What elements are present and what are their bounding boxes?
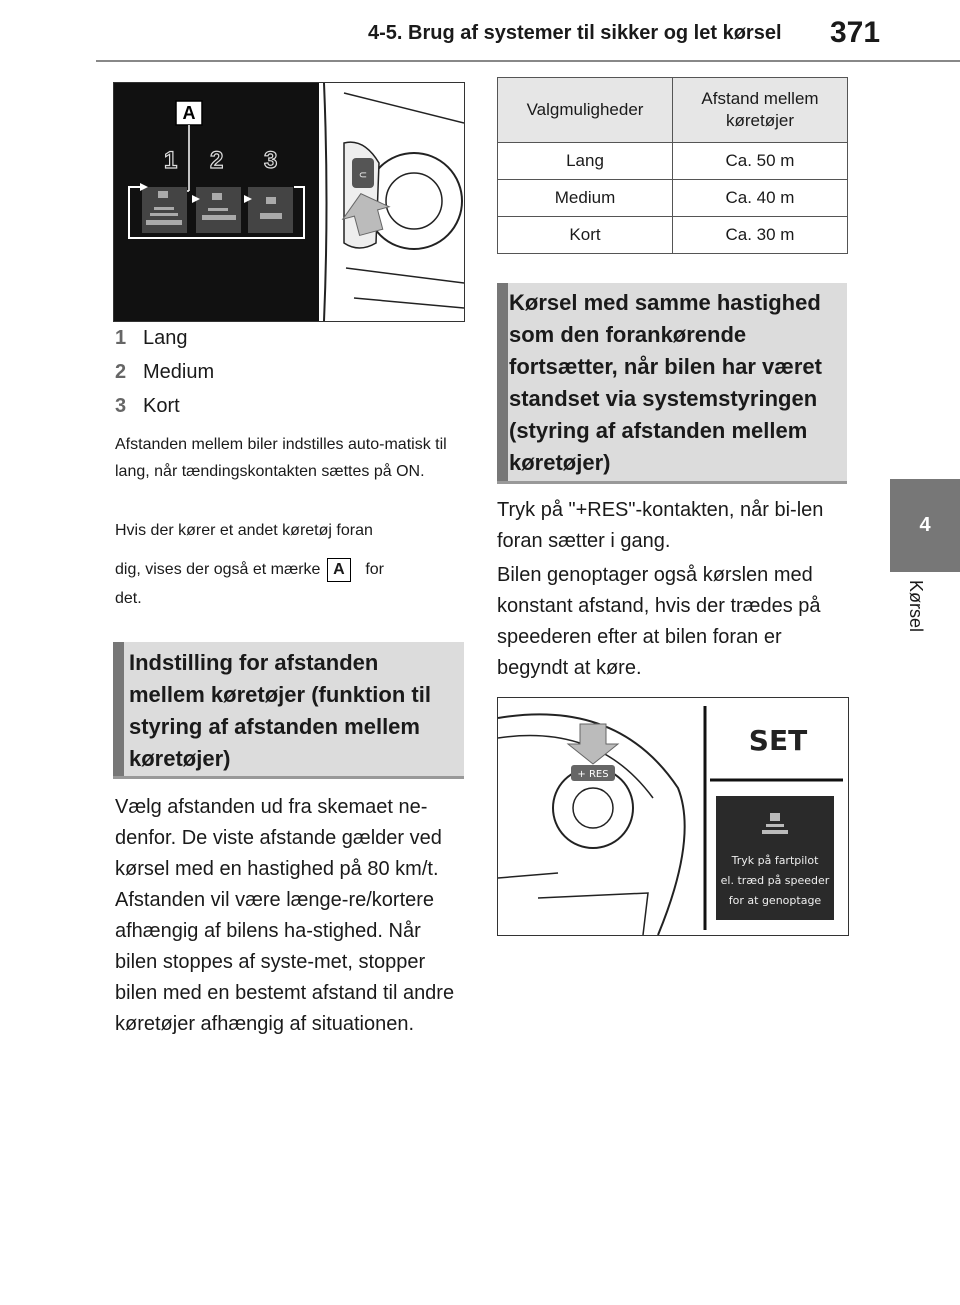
chapter-tab [890, 479, 960, 572]
section-heading: Kørsel med samme hastighed som den forankørende fortsætter, når bilen har været standset via systemstyringen (styring af afstanden mellem køretøjer) [497, 283, 847, 484]
marker-a: A [327, 558, 351, 582]
list-item: 1 Lang [115, 327, 188, 349]
chapter-label: Kørsel [906, 580, 926, 633]
body-paragraph: Tryk på "+RES"-kontakten, når bi-len foran sætter i gang. [497, 499, 824, 552]
note-text: Hvis der kører et andet køretøj foran [115, 522, 373, 539]
res-button-label: + RES [577, 769, 609, 780]
table-row: Kort Ca. 30 m [498, 217, 848, 254]
display-title: SET [748, 724, 808, 757]
display-line: for at genoptage [728, 894, 822, 907]
body-paragraph: Bilen genoptager også kørslen med konstant afstand, hvis der trædes på speederen efter at bilen foran er begyndt at køre. [497, 564, 821, 679]
svg-text:2: 2 [210, 147, 224, 174]
display-line: el. træd på speeder [720, 874, 830, 887]
table-row: Lang Ca. 50 m [498, 143, 848, 180]
list-item: 3 Kort [115, 395, 180, 417]
distance-table [497, 77, 848, 254]
page-number: 371 [830, 16, 881, 49]
table-row: Medium Ca. 40 m [498, 180, 848, 217]
res-switch-illustration [497, 697, 849, 936]
table-header: Valgmuligheder [498, 78, 673, 143]
svg-text:⊂: ⊂ [358, 170, 368, 181]
note-text: dig, vises der også et mærke A for [115, 556, 460, 583]
body-paragraph: Vælg afstanden ud fra skemaet ne-denfor. De viste afstande gælder ved kørsel med en hastighed på 80 km/t. Afstanden vil være længe-re/kortere afhængig af bilens ha-stighed. Når bilen stoppes af syste-met, stopper bilen med en bestemt afstand til andre køretøjer afhængig af situationen. [115, 796, 455, 1035]
running-header: 4-5. Brug af systemer til sikker og let kørsel [368, 22, 782, 44]
svg-text:3: 3 [264, 147, 278, 174]
distance-setting-illustration [113, 82, 465, 322]
display-line: Tryk på fartpilot [731, 854, 819, 867]
svg-text:1: 1 [164, 147, 178, 174]
note-text: Afstanden mellem biler indstilles auto-matisk til lang, når tændingskontakten sættes på ON. [115, 436, 447, 480]
list-item: 2 Medium [115, 361, 215, 383]
header-rule [96, 60, 960, 62]
chapter-number: 4 [919, 514, 931, 536]
svg-text:A: A [182, 103, 196, 123]
note-text: det. [115, 590, 142, 607]
section-heading: Indstilling for afstanden mellem køretøjer (funktion til styring af afstanden mellem køretøjer) [113, 642, 464, 779]
table-header: Afstand mellem køretøjer [673, 78, 848, 143]
